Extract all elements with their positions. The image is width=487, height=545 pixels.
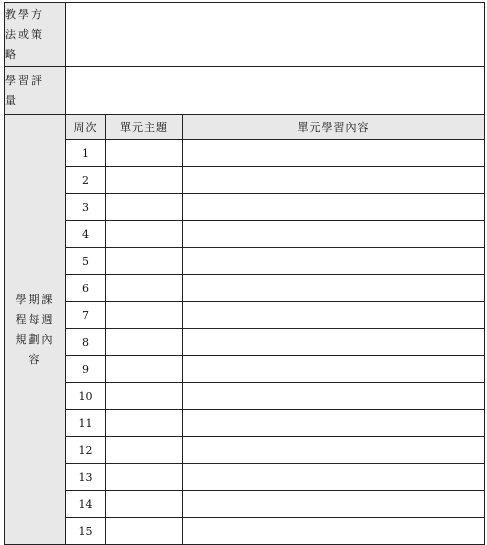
unit-content-cell[interactable] — [183, 491, 485, 518]
unit-topic-cell[interactable] — [106, 275, 183, 302]
week-row — [5, 302, 485, 329]
unit-content-cell[interactable] — [183, 275, 485, 302]
week-number: 3 — [66, 194, 106, 221]
unit-content-cell[interactable] — [183, 437, 485, 464]
week-number: 14 — [66, 491, 106, 518]
teaching-method-label-text: 教學方法或策略 — [5, 7, 44, 61]
unit-content-cell[interactable] — [183, 194, 485, 221]
unit-topic-cell[interactable] — [106, 464, 183, 491]
assessment-label-text: 學習評量 — [5, 73, 44, 107]
week-row — [5, 248, 485, 275]
unit-content-cell[interactable] — [183, 383, 485, 410]
week-number: 13 — [66, 464, 106, 491]
unit-content-cell[interactable] — [183, 410, 485, 437]
week-column-header: 周次 — [66, 115, 106, 140]
unit-content-cell[interactable] — [183, 167, 485, 194]
unit-topic-cell[interactable] — [106, 140, 183, 167]
teaching-method-row — [5, 3, 485, 67]
unit-content-cell[interactable] — [183, 518, 485, 545]
week-number: 7 — [66, 302, 106, 329]
unit-content-cell[interactable] — [183, 221, 485, 248]
week-number: 8 — [66, 329, 106, 356]
teaching-method-label — [5, 3, 66, 67]
unit-topic-cell[interactable] — [106, 248, 183, 275]
week-row — [5, 275, 485, 302]
unit-topic-cell[interactable] — [106, 383, 183, 410]
week-row — [5, 167, 485, 194]
assessment-row — [5, 67, 485, 115]
week-row — [5, 464, 485, 491]
week-number: 11 — [66, 410, 106, 437]
week-number: 4 — [66, 221, 106, 248]
week-number: 5 — [66, 248, 106, 275]
unit-topic-cell[interactable] — [106, 221, 183, 248]
unit-topic-column-header: 單元主題 — [106, 115, 183, 140]
week-row — [5, 410, 485, 437]
unit-content-column-header: 單元學習內容 — [183, 115, 485, 140]
week-row — [5, 140, 485, 167]
unit-topic-cell[interactable] — [106, 491, 183, 518]
week-row — [5, 491, 485, 518]
week-number: 2 — [66, 167, 106, 194]
teaching-method-field[interactable] — [66, 3, 485, 67]
unit-topic-cell[interactable] — [106, 167, 183, 194]
week-number: 15 — [66, 518, 106, 545]
week-row — [5, 383, 485, 410]
unit-topic-cell[interactable] — [106, 437, 183, 464]
weekly-schedule-label — [5, 115, 66, 545]
unit-topic-cell[interactable] — [106, 194, 183, 221]
unit-content-cell[interactable] — [183, 140, 485, 167]
week-number: 6 — [66, 275, 106, 302]
week-row — [5, 518, 485, 545]
assessment-label — [5, 67, 66, 115]
week-row — [5, 194, 485, 221]
unit-topic-cell[interactable] — [106, 518, 183, 545]
unit-topic-cell[interactable] — [106, 410, 183, 437]
unit-topic-cell[interactable] — [106, 356, 183, 383]
week-row — [5, 221, 485, 248]
unit-topic-cell[interactable] — [106, 302, 183, 329]
week-number: 10 — [66, 383, 106, 410]
week-row — [5, 437, 485, 464]
assessment-field[interactable] — [66, 67, 485, 115]
weekly-schedule-label-text: 學期課程每週規劃內容 — [15, 292, 55, 366]
unit-content-cell[interactable] — [183, 356, 485, 383]
schedule-header-row — [5, 115, 485, 140]
unit-content-cell[interactable] — [183, 329, 485, 356]
week-number: 9 — [66, 356, 106, 383]
unit-content-cell[interactable] — [183, 302, 485, 329]
unit-content-cell[interactable] — [183, 464, 485, 491]
week-row — [5, 356, 485, 383]
week-number: 1 — [66, 140, 106, 167]
unit-topic-cell[interactable] — [106, 329, 183, 356]
week-number: 12 — [66, 437, 106, 464]
course-plan-table — [4, 2, 485, 545]
unit-content-cell[interactable] — [183, 248, 485, 275]
week-row — [5, 329, 485, 356]
